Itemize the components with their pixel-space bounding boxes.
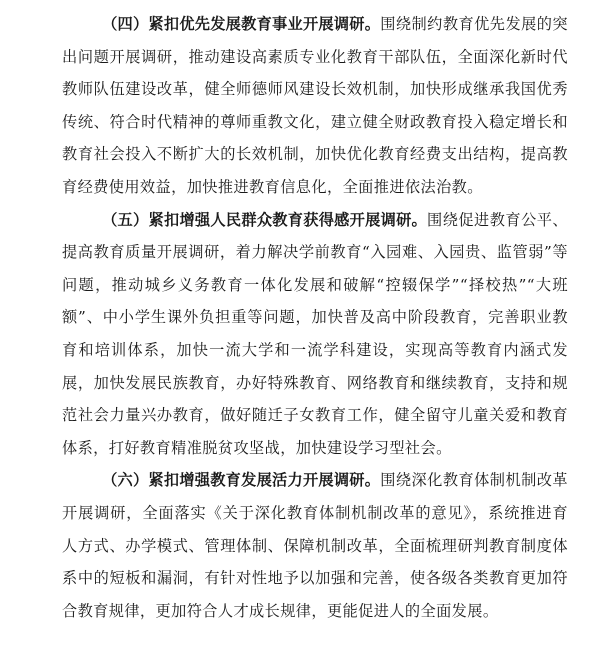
paragraph-four [62, 8, 568, 204]
paragraph-heading: （五）紧扣增强人民群众教育获得感开展调研。 [102, 210, 428, 229]
paragraph-text: 围绕制约教育优先发展的突出问题开展调研，推动建设高素质专业化教育干部队伍，全面深化新时代教师队伍建设改革，健全师德师风建设长效机制，加快形成继承我国优秀传统、符合时代精神的尊师重教文化，建立健全财政教育投入稳定增长和教育社会投入不断扩大的长效机制，加快优化教育经费支出结构，提高教育经费使用效益，加快推进教育信息化，全面推进依法治教。 [62, 15, 568, 196]
paragraph-heading: （四）紧扣优先发展教育事业开展调研。 [102, 15, 381, 33]
paragraph-text: 围绕深化教育体制机制改革开展调研，全面落实《关于深化教育体制机制改革的意见》，系统推进育人方式、办学模式、管理体制、保障机制改革，全面梳理研判教育制度体系中的短板和漏洞，有针对性地予以加强和完善，使各级各类教育更加符合教育规律，更加符合人才成长规律，更能促进人的全面发展。 [62, 471, 568, 620]
document-page [62, 8, 568, 627]
paragraph-six [62, 464, 568, 627]
paragraph-text: 围绕促进教育公平、提高教育质量开展调研，着力解决学前教育“入园难、入园贵、监管弱”等问题，推动城乡义务教育一体化发展和破解“控辍保学”“择校热”“大班额”、中小学生课外负担重等问题，加快普及高中阶段教育，完善职业教育和培训体系，加快一流大学和一流学科建设，实现高等教育内涵式发展，加快发展民族教育，办好特殊教育、网络教育和继续教育，支持和规范社会力量兴办教育，做好随迁子女教育工作，健全留守儿童关爱和教育体系，打好教育精准脱贫攻坚战，加快建设学习型社会。 [62, 210, 569, 457]
paragraph-five [62, 204, 568, 465]
paragraph-heading: （六）紧扣增强教育发展活力开展调研。 [102, 471, 381, 490]
